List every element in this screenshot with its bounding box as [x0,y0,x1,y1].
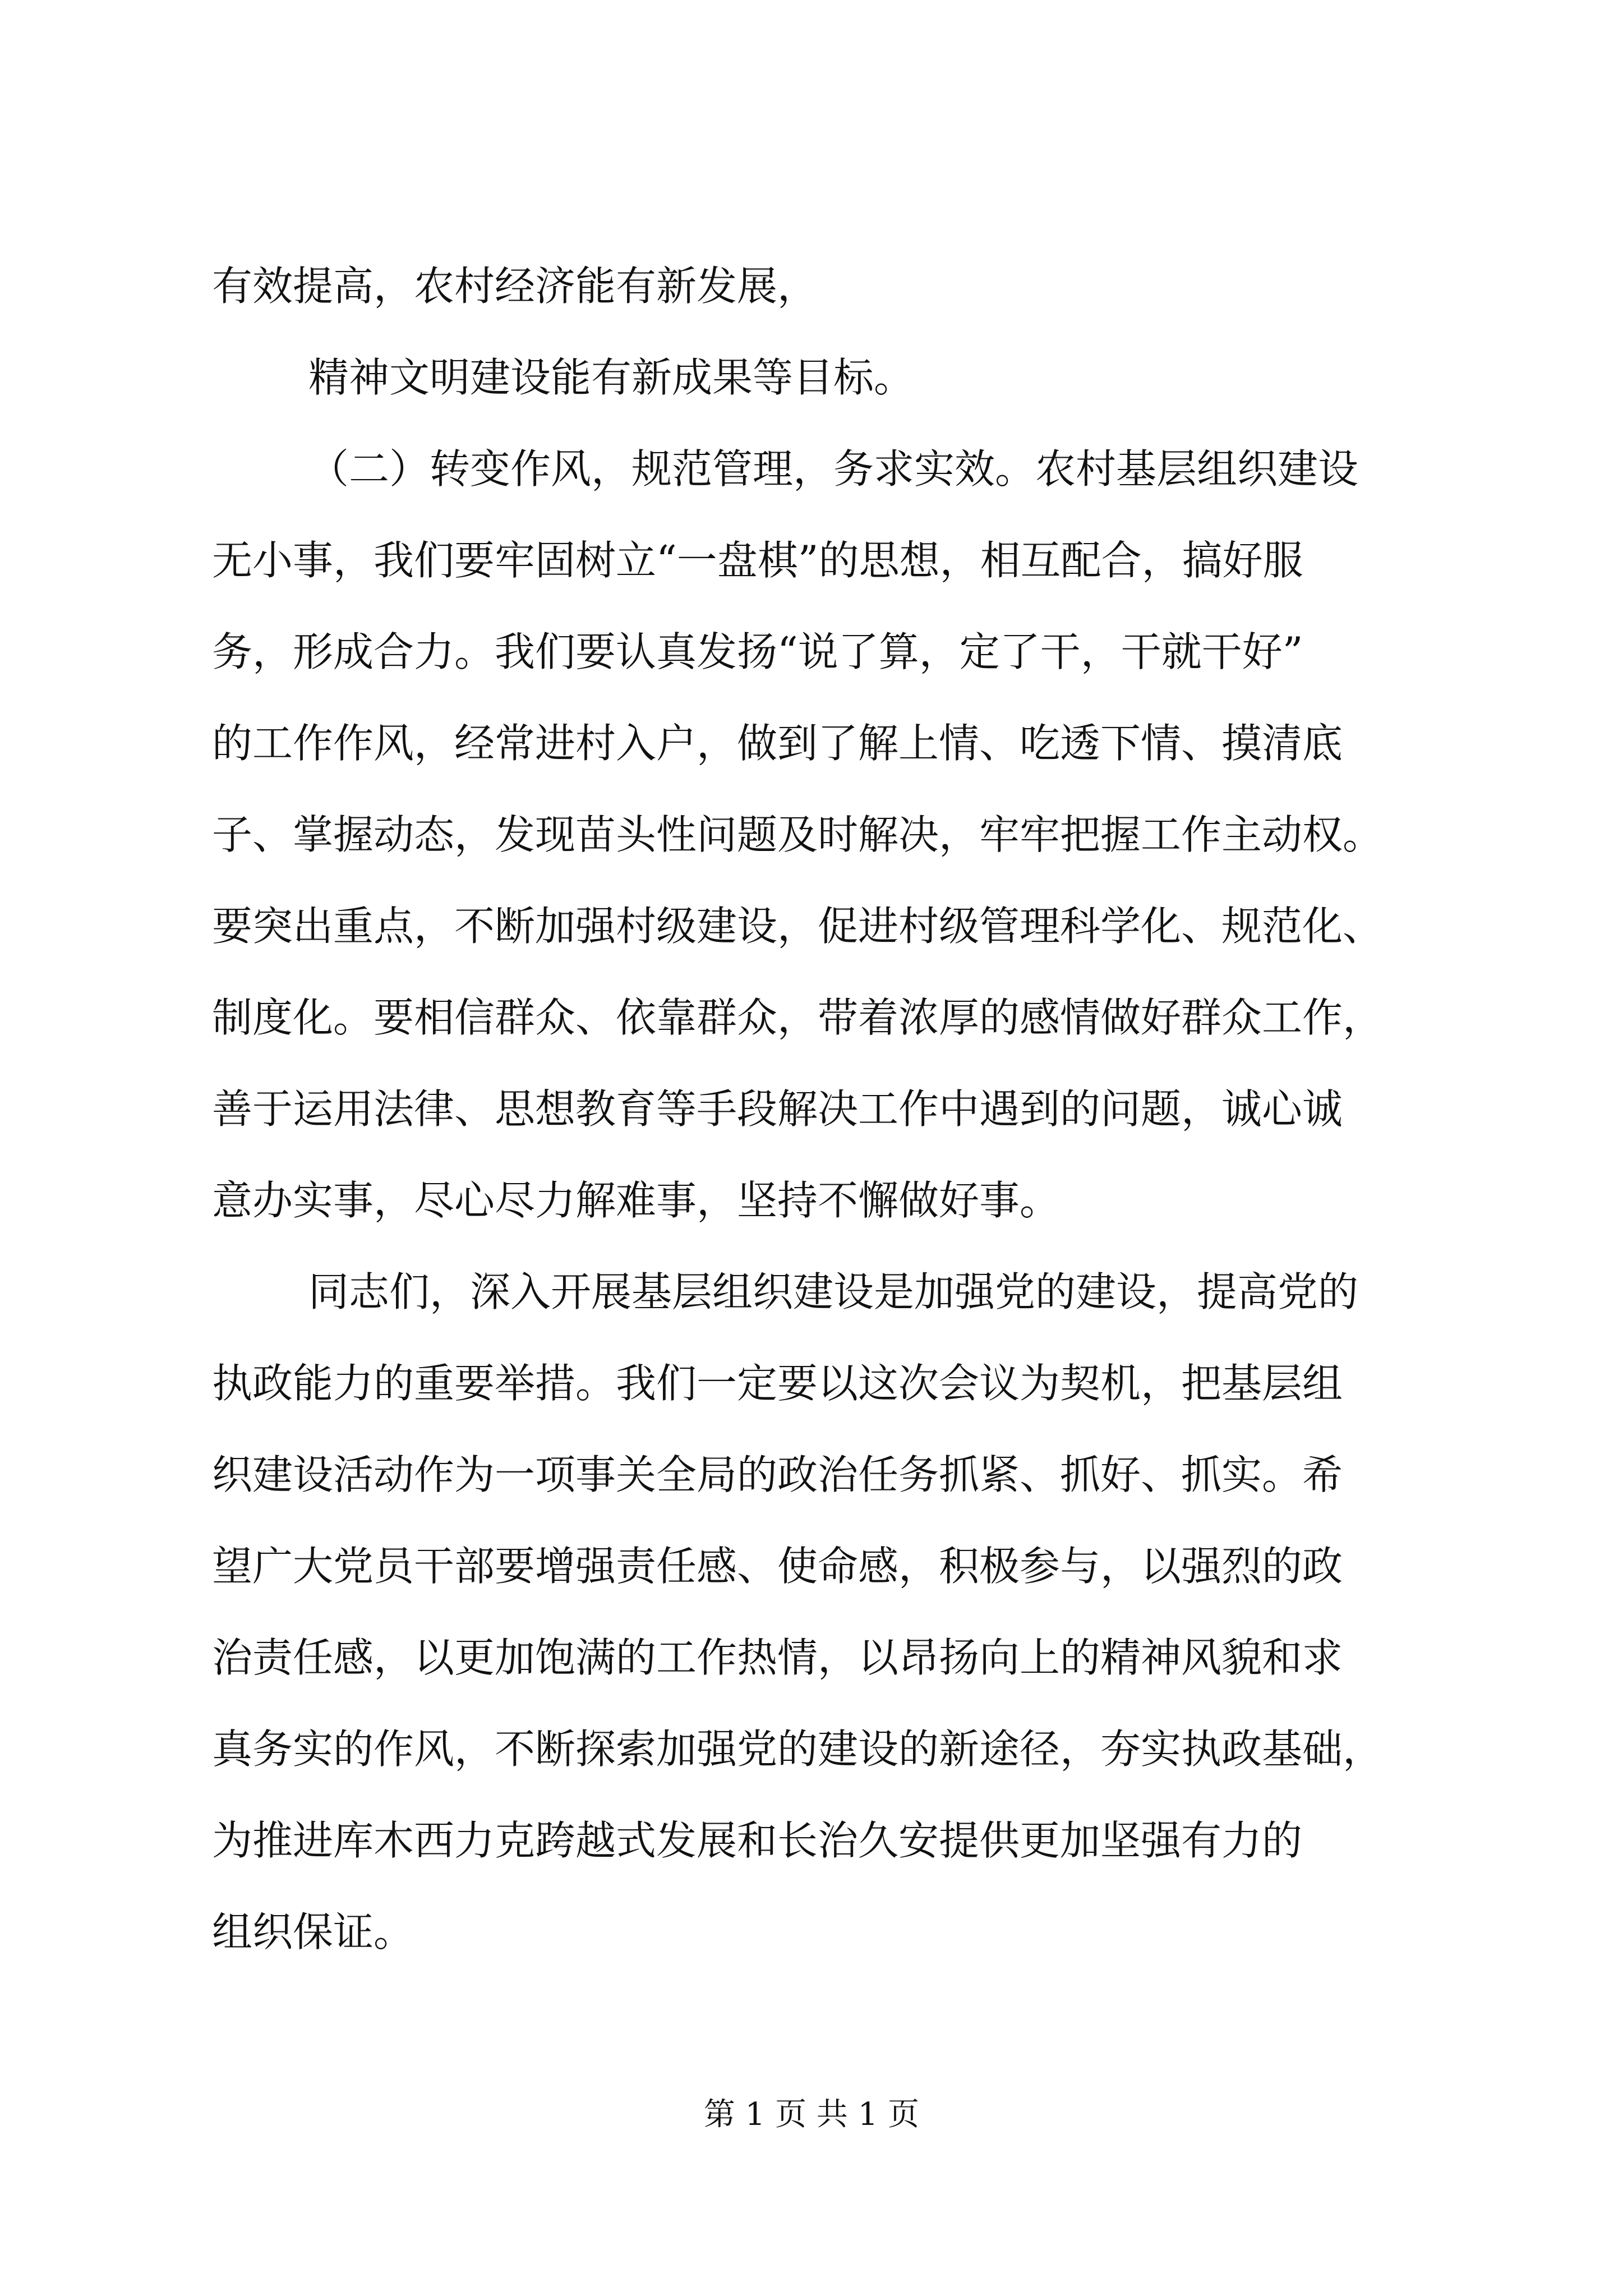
text-line-9: 制度化。要相信群众、依靠群众，带着浓厚的感情做好群众工作， [212,994,1384,1041]
text-line-10: 善于运用法律、思想教育等手段解决工作中遇到的问题，诚心诚 [212,1085,1343,1133]
text-line-5: 务，形成合力。我们要认真发扬“说了算，定了干，干就干好” [212,628,1303,675]
text-line-19: 组织保证。 [212,1908,414,1955]
text-line-7: 子、掌握动态，发现苗头性问题及时解决，牢牢把握工作主动权。 [212,811,1384,858]
text-line-1: 有效提高，农村经济能有新发展， [212,263,818,310]
page-footer: 第 1 页 共 1 页 [703,2096,920,2133]
text-line-17: 真务实的作风，不断探索加强党的建设的新途径，夯实执政基础， [212,1726,1384,1773]
text-line-2: 精神文明建设能有新成果等目标。 [308,354,915,401]
text-line-6: 的工作作风，经常进村入户，做到了解上情、吃透下情、摸清底 [212,720,1343,767]
text-line-8: 要突出重点，不断加强村级建设，促进村级管理科学化、规范化、 [212,903,1384,950]
text-line-4: 无小事，我们要牢固树立“一盘棋”的思想，相互配合，搞好服 [212,537,1303,584]
text-line-13: 执政能力的重要举措。我们一定要以这次会议为契机，把基层组 [212,1360,1343,1407]
text-line-15: 望广大党员干部要增强责任感、使命感，积极参与，以强烈的政 [212,1543,1343,1590]
text-line-16: 治责任感，以更加饱满的工作热情，以昂扬向上的精神风貌和求 [212,1634,1343,1681]
text-line-18: 为推进库木西力克跨越式发展和长治久安提供更加坚强有力的 [212,1817,1303,1864]
text-line-12: 同志们，深入开展基层组织建设是加强党的建设，提高党的 [308,1268,1359,1315]
text-line-3: （二）转变作风，规范管理，务求实效。农村基层组织建设 [308,445,1359,493]
text-line-14: 织建设活动作为一项事关全局的政治任务抓紧、抓好、抓实。希 [212,1451,1343,1498]
text-line-11: 意办实事，尽心尽力解难事，坚持不懈做好事。 [212,1177,1061,1224]
